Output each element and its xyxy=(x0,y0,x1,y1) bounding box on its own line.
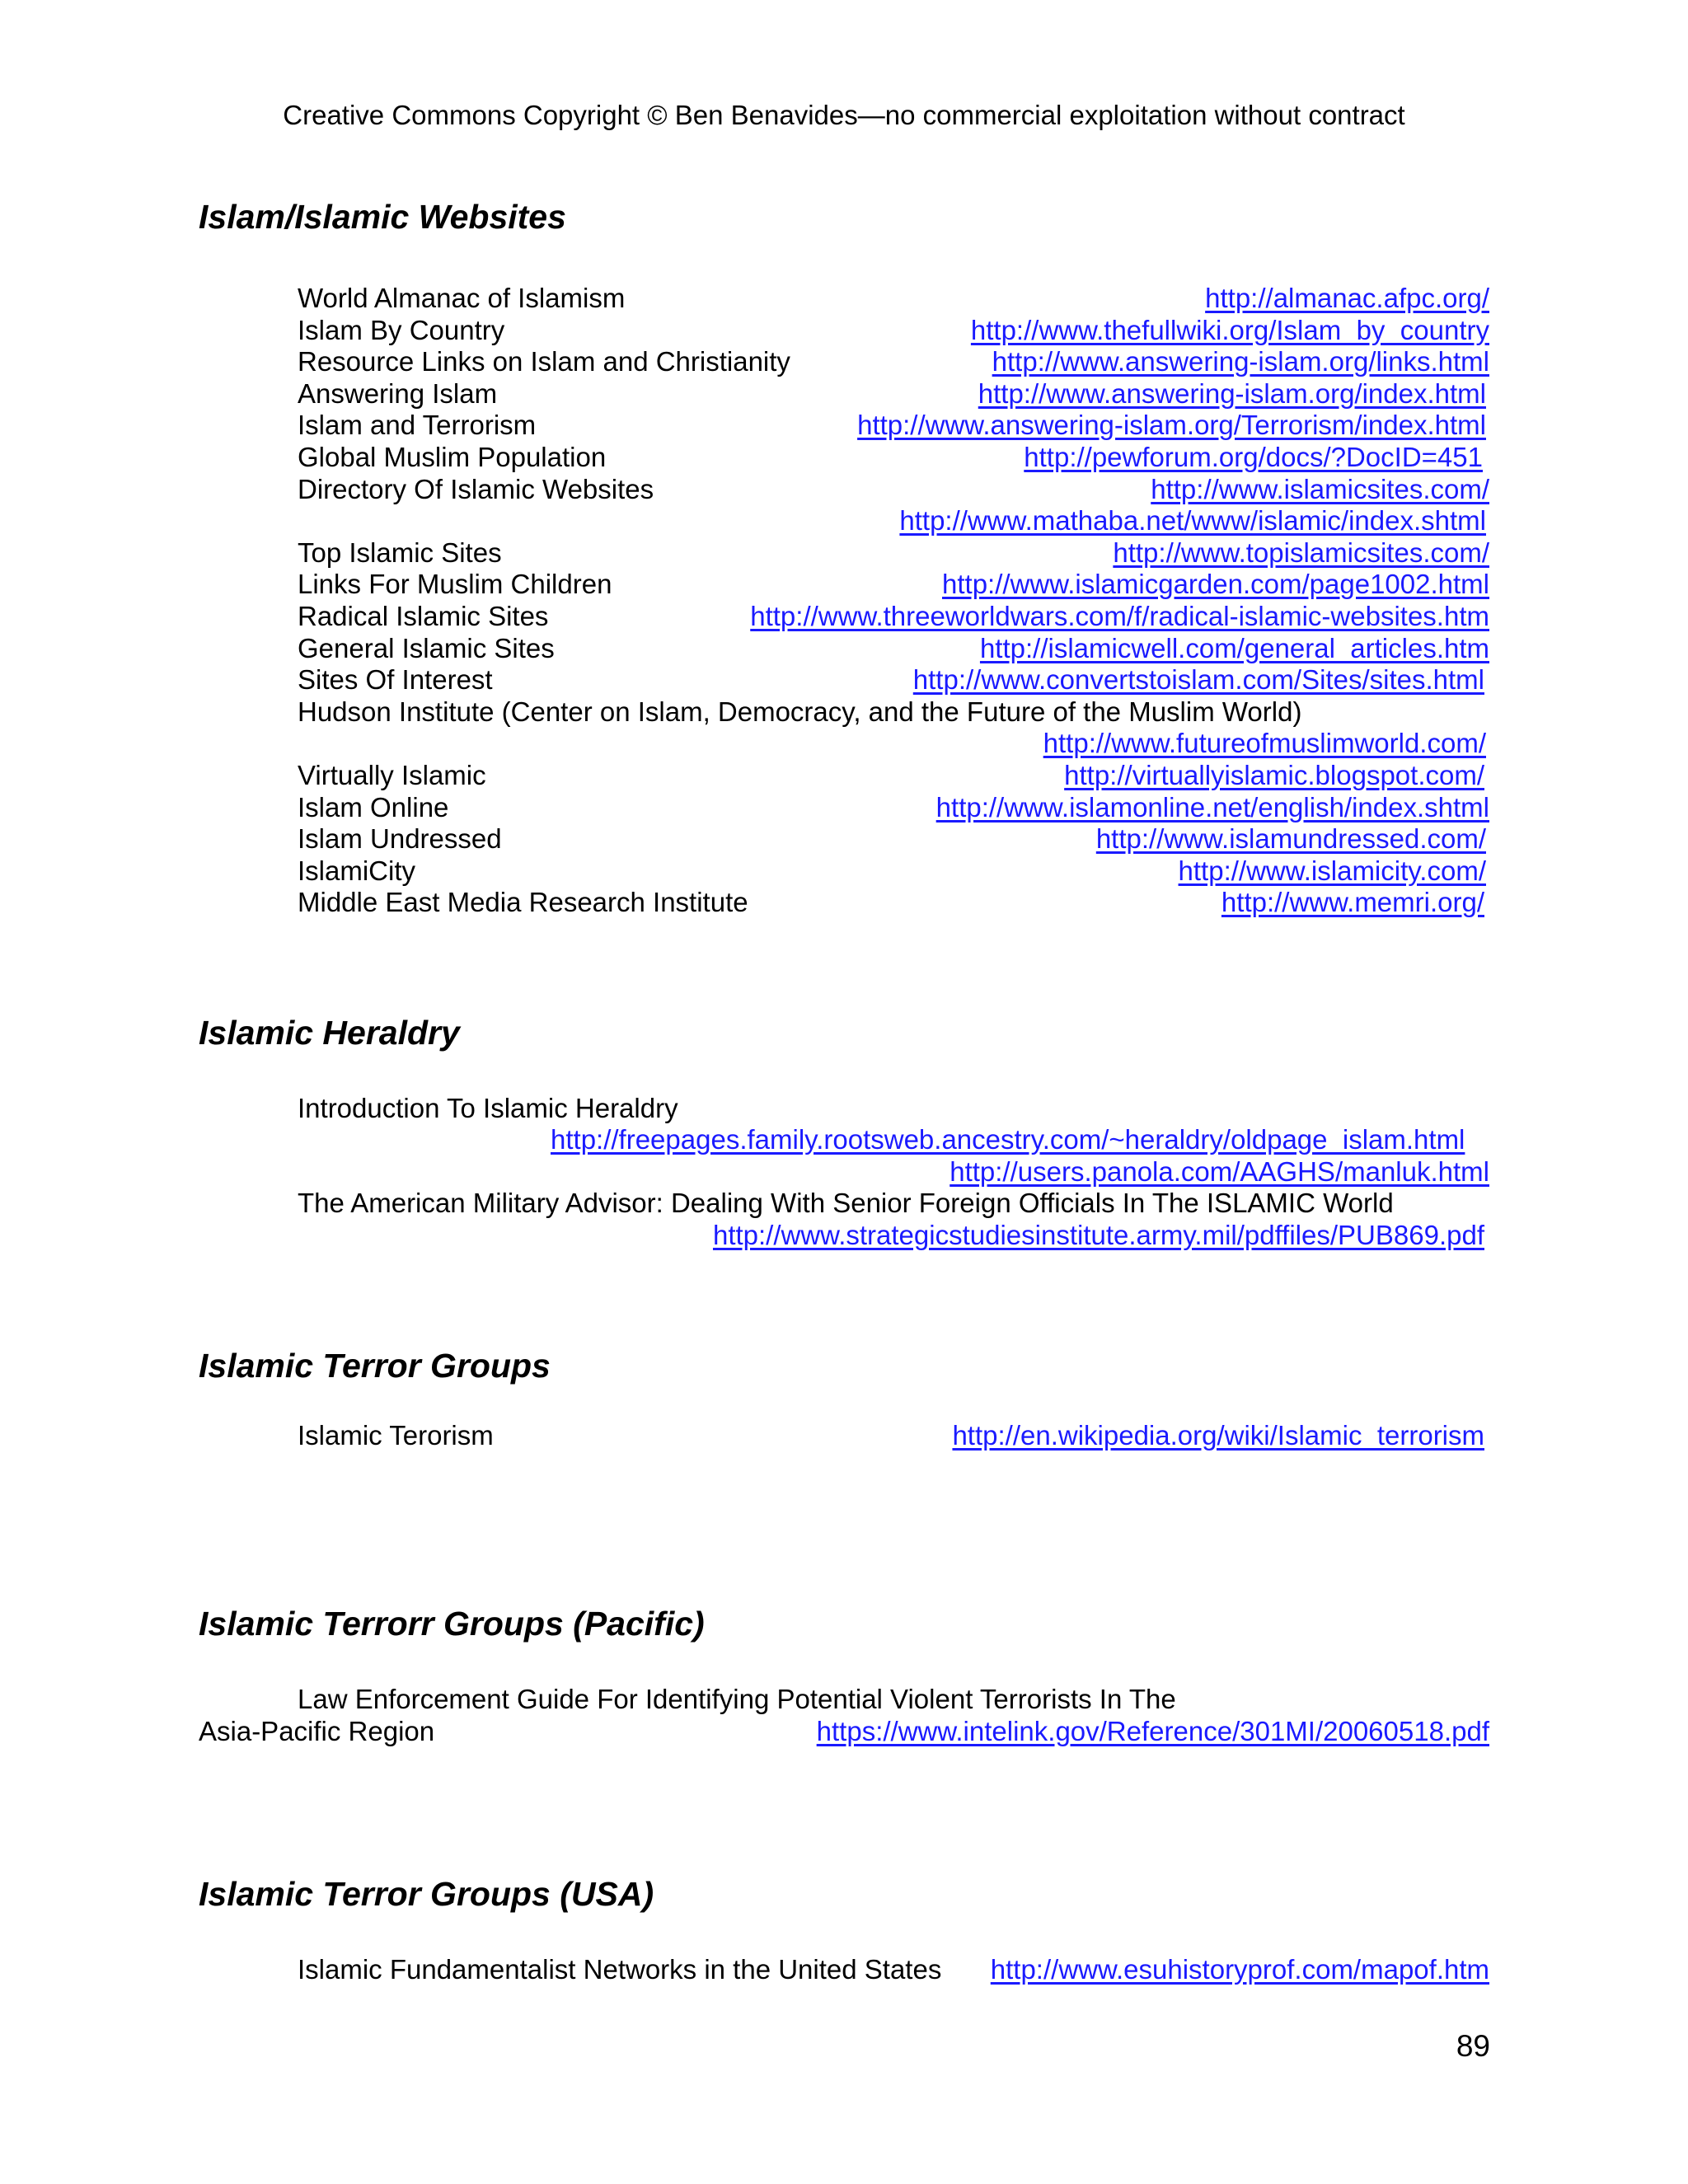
section-title-terror: Islamic Terror Groups xyxy=(199,1347,551,1385)
page-number: 89 xyxy=(1456,2029,1490,2063)
section-title-pacific: Islamic Terrorr Groups (Pacific) xyxy=(199,1605,705,1643)
website-link[interactable]: http://virtuallyislamic.blogspot.com/ xyxy=(1064,760,1484,790)
website-link[interactable]: http://www.threeworldwars.com/f/radical-islamic-websites.htm xyxy=(750,601,1489,631)
section-title-websites: Islam/Islamic Websites xyxy=(199,198,566,236)
heraldry-intro-row-2 xyxy=(298,1155,1489,1188)
website-label: Directory Of Islamic Websites xyxy=(298,473,654,504)
website-row xyxy=(298,696,1489,728)
usa-link[interactable]: http://www.esuhistoryprof.com/mapof.htm xyxy=(990,1954,1489,1985)
pacific-link[interactable]: https://www.intelink.gov/Reference/301MI/20060518.pdf xyxy=(816,1716,1489,1746)
website-row xyxy=(298,568,1489,600)
website-link[interactable]: http://www.mathaba.net/www/islamic/index.shtml xyxy=(899,505,1486,537)
website-label: Virtually Islamic xyxy=(298,760,486,790)
website-row xyxy=(298,600,1489,632)
website-row xyxy=(298,791,1489,823)
website-label: Resource Links on Islam and Christianity xyxy=(298,346,790,377)
website-row xyxy=(298,632,1489,664)
website-link[interactable]: http://www.answering-islam.org/Terrorism/index.html xyxy=(857,410,1486,441)
website-row xyxy=(298,823,1489,855)
section-title-usa: Islamic Terror Groups (USA) xyxy=(199,1875,654,1913)
website-link[interactable]: http://almanac.afpc.org/ xyxy=(1205,283,1489,313)
website-link[interactable]: http://www.answering-islam.org/index.html xyxy=(978,377,1486,409)
website-link[interactable]: http://www.islamicgarden.com/page1002.html xyxy=(942,569,1489,600)
website-label: IslamiCity xyxy=(298,855,416,886)
terror-label: Islamic Terorism xyxy=(298,1420,494,1451)
heraldry-intro-link-2[interactable]: http://users.panola.com/AAGHS/manluk.html xyxy=(950,1156,1489,1187)
website-row xyxy=(298,855,1489,887)
website-row xyxy=(298,441,1489,473)
website-row xyxy=(298,537,1489,569)
website-link[interactable]: http://www.thefullwiki.org/Islam_by_country xyxy=(970,314,1489,345)
website-row xyxy=(298,886,1489,918)
website-row xyxy=(298,759,1489,791)
pacific-line-1: Law Enforcement Guide For Identifying Potential Violent Terrorists In The xyxy=(298,1684,1176,1714)
website-row xyxy=(298,727,1489,759)
website-link[interactable]: http://www.islamicsites.com/ xyxy=(1151,473,1489,504)
website-link[interactable]: http://islamicwell.com/general_articles.htm xyxy=(979,632,1489,663)
website-label: Islam By Country xyxy=(298,314,505,345)
website-link[interactable]: http://www.convertstoislam.com/Sites/sites.html xyxy=(912,664,1484,696)
pacific-line-2: Asia-Pacific Region xyxy=(199,1716,435,1746)
website-link[interactable]: http://pewforum.org/docs/?DocID=451 xyxy=(1024,442,1483,472)
website-row xyxy=(298,663,1489,696)
pacific-link-row xyxy=(298,1715,1489,1747)
advisor-row xyxy=(298,1219,1484,1251)
website-label: Islam and Terrorism xyxy=(298,410,537,441)
website-label: Global Muslim Population xyxy=(298,442,607,472)
website-label: Answering Islam xyxy=(298,377,498,409)
website-link[interactable]: http://www.islamonline.net/english/index.shtml xyxy=(935,791,1489,823)
section-title-heraldry: Islamic Heraldry xyxy=(199,1014,460,1052)
website-link[interactable]: http://www.futureofmuslimworld.com/ xyxy=(1043,728,1486,759)
website-link[interactable]: http://www.islamicity.com/ xyxy=(1178,855,1486,886)
copyright-header: Creative Commons Copyright © Ben Benavides—no commercial exploitation without contract xyxy=(283,100,1405,130)
website-label: Middle East Media Research Institute xyxy=(298,887,748,918)
website-link[interactable]: http://www.answering-islam.org/links.html xyxy=(992,346,1489,377)
website-row xyxy=(298,504,1489,537)
website-label: Radical Islamic Sites xyxy=(298,601,549,631)
website-row xyxy=(298,409,1489,441)
website-link[interactable]: http://www.islamundressed.com/ xyxy=(1095,823,1486,855)
website-label: Links For Muslim Children xyxy=(298,569,612,600)
advisor-label: The American Military Advisor: Dealing With Senior Foreign Officials In The ISLAMIC World xyxy=(298,1188,1394,1218)
website-row xyxy=(298,345,1489,377)
usa-label: Islamic Fundamentalist Networks in the United States xyxy=(298,1954,942,1985)
website-label: Top Islamic Sites xyxy=(298,537,502,568)
terror-link[interactable]: http://en.wikipedia.org/wiki/Islamic_terrorism xyxy=(952,1420,1484,1451)
advisor-link[interactable]: http://www.strategicstudiesinstitute.army.mil/pdffiles/PUB869.pdf xyxy=(712,1220,1484,1250)
website-row xyxy=(298,314,1489,346)
website-label: Sites Of Interest xyxy=(298,664,493,696)
website-link[interactable]: http://www.memri.org/ xyxy=(1221,887,1484,918)
website-label: General Islamic Sites xyxy=(298,632,555,663)
usa-row xyxy=(298,1953,1489,1985)
website-label: Islam Online xyxy=(298,791,449,823)
heraldry-intro-link-1[interactable]: http://freepages.family.rootsweb.ancestry.com/~heraldry/oldpage_islam.html xyxy=(551,1124,1465,1155)
website-label: Hudson Institute (Center on Islam, Democracy, and the Future of the Muslim World) xyxy=(298,696,1302,727)
website-link[interactable]: http://www.topislamicsites.com/ xyxy=(1113,537,1489,568)
website-label: World Almanac of Islamism xyxy=(298,283,626,313)
terror-row xyxy=(298,1419,1484,1451)
website-label: Islam Undressed xyxy=(298,823,502,855)
website-row xyxy=(298,282,1489,314)
website-row xyxy=(298,377,1489,410)
website-row xyxy=(298,473,1489,505)
heraldry-intro-label: Introduction To Islamic Heraldry xyxy=(298,1093,678,1123)
